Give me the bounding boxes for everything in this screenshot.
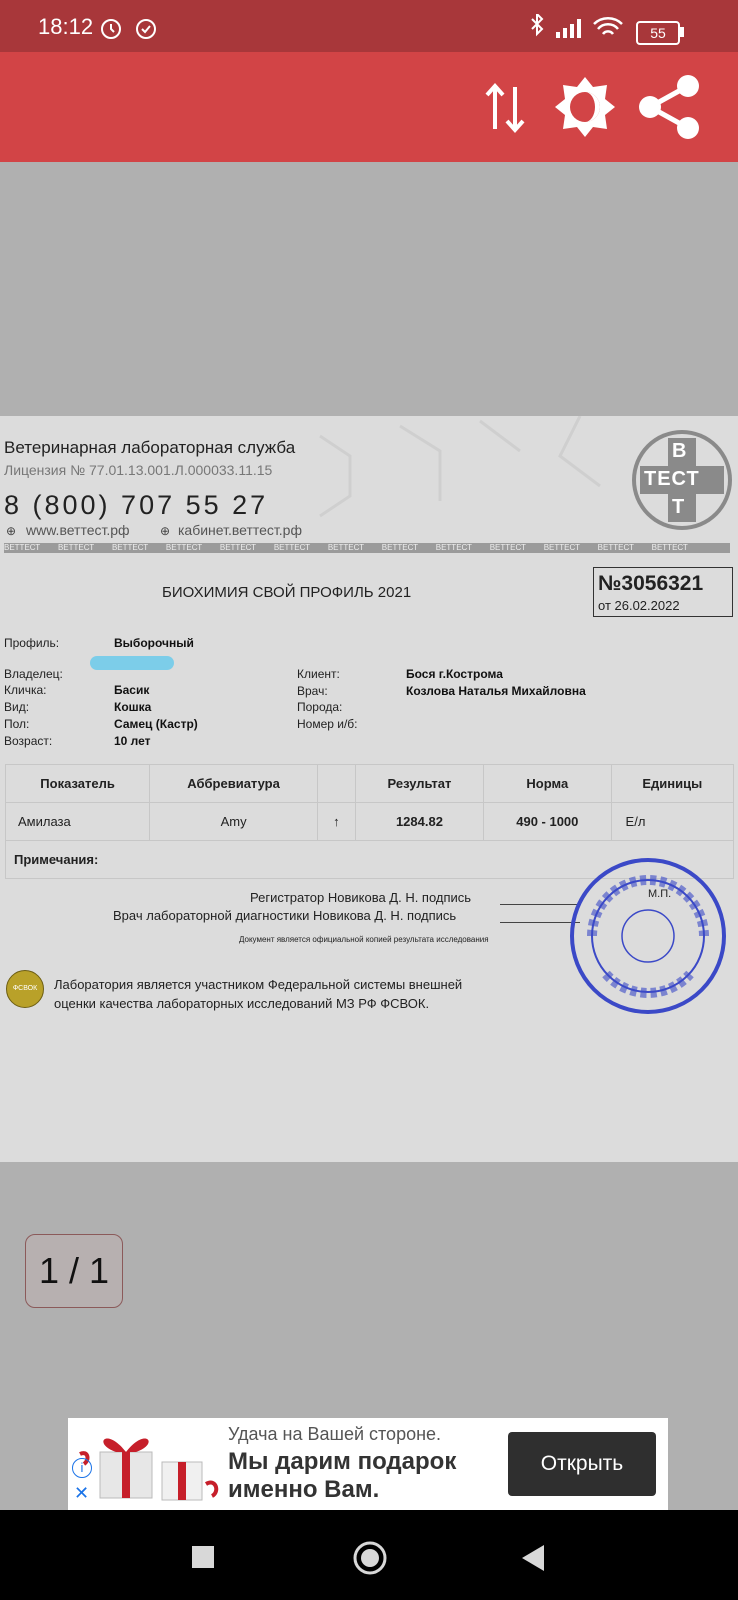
lab-doctor-line: Врач лабораторной диагностики Новикова Д. Н. подпись	[113, 908, 457, 923]
globe-icon: ⊕	[160, 524, 171, 538]
navigation-bar	[0, 1510, 738, 1600]
license: Лицензия № 77.01.13.001.Л.000033.11.15	[4, 462, 273, 478]
client-value: Бося г.Кострома	[406, 667, 503, 681]
back-icon[interactable]	[520, 1543, 546, 1573]
ad-line1: Удача на Вашей стороне.	[228, 1424, 442, 1444]
copy-note: Документ является официальной копией результата исследования	[239, 935, 489, 944]
globe-icon: ⊕	[6, 524, 17, 538]
alarm-check-icon	[98, 16, 158, 42]
info-icon[interactable]: i	[72, 1458, 92, 1478]
species-value: Кошка	[114, 700, 152, 714]
share-icon[interactable]	[636, 72, 706, 142]
sort-icon[interactable]	[470, 72, 540, 142]
site-link: www.веттест.рф	[26, 522, 130, 538]
age-label: Возраст:	[4, 734, 53, 748]
signal-wifi-icons	[528, 14, 628, 40]
owner-label: Владелец:	[4, 667, 63, 681]
vettest-logo: В ТЕСТ Т	[632, 430, 732, 530]
breed-label: Порода:	[297, 700, 343, 714]
open-button[interactable]: Открыть	[508, 1432, 656, 1496]
doc-number: №3056321	[598, 572, 704, 595]
age-value: 10 лет	[114, 734, 151, 748]
sex-label: Пол:	[4, 717, 30, 731]
close-icon[interactable]: ✕	[74, 1483, 90, 1503]
fsvok-text-2: оценки качества лабораторных исследований МЗ РФ ФСВОК.	[54, 996, 430, 1011]
document-page	[0, 416, 738, 1162]
ad-line3: именно Вам.	[228, 1476, 380, 1503]
name-value: Басик	[114, 683, 150, 697]
species-label: Вид:	[4, 700, 30, 714]
name-label: Кличка:	[4, 683, 47, 697]
doc-title: БИОХИМИЯ СВОЙ ПРОФИЛЬ 2021	[162, 584, 412, 601]
table-header: Показатель Аббревиатура Результат Норма Единицы	[6, 765, 734, 803]
doc-number-box	[593, 567, 733, 617]
toolbar	[0, 52, 738, 162]
brand-strip: ВЕТТЕСТ ВЕТТЕСТ ВЕТТЕСТ ВЕТТЕСТ ВЕТТЕСТ ВЕТТЕСТ ВЕТТЕСТ ВЕТТЕСТ ВЕТТЕСТ ВЕТТЕСТ ВЕТТЕСТ ВЕТТЕСТ ВЕТТЕСТ	[4, 543, 730, 553]
recents-icon[interactable]	[192, 1546, 214, 1568]
notes-row: Примечания:	[6, 841, 734, 879]
fsvok-text-1: Лаборатория является участником Федеральной системы внешней	[54, 977, 463, 992]
doc-date: от 26.02.2022	[598, 598, 680, 613]
sex-value: Самец (Кастр)	[114, 717, 198, 731]
page-indicator: 1 / 1	[25, 1234, 123, 1308]
ad-line2: Мы дарим подарок	[228, 1448, 457, 1475]
card-label: Номер и/б:	[297, 717, 358, 731]
doctor-label: Врач:	[297, 684, 328, 698]
ad-banner[interactable]	[68, 1418, 668, 1510]
home-icon[interactable]	[350, 1538, 390, 1578]
client-label: Клиент:	[297, 667, 340, 681]
fsvok-badge: ФСВОК	[6, 970, 44, 1008]
official-stamp	[566, 854, 730, 1018]
registrar-line: Регистратор Новикова Д. Н. подпись	[250, 890, 472, 905]
status-bar	[0, 0, 738, 52]
cabinet-link: кабинет.веттест.рф	[178, 522, 302, 538]
brightness-icon[interactable]	[550, 72, 620, 142]
phone: 8 (800) 707 55 27	[4, 490, 269, 520]
doctor-value: Козлова Наталья Михайловна	[406, 684, 586, 698]
gift-image	[76, 1424, 226, 1504]
battery-indicator: 55	[636, 21, 680, 45]
org-name: Ветеринарная лабораторная служба	[4, 438, 296, 457]
redaction-mark	[90, 656, 174, 670]
table-row: Амилаза Amy ↑ 1284.82 490 - 1000 Е/л	[6, 803, 734, 841]
clock: 18:12	[38, 14, 94, 39]
stamp-place: М.П.	[648, 888, 672, 900]
profile-value: Выборочный	[114, 636, 194, 650]
background-pattern	[280, 416, 680, 536]
profile-label: Профиль:	[4, 636, 60, 650]
